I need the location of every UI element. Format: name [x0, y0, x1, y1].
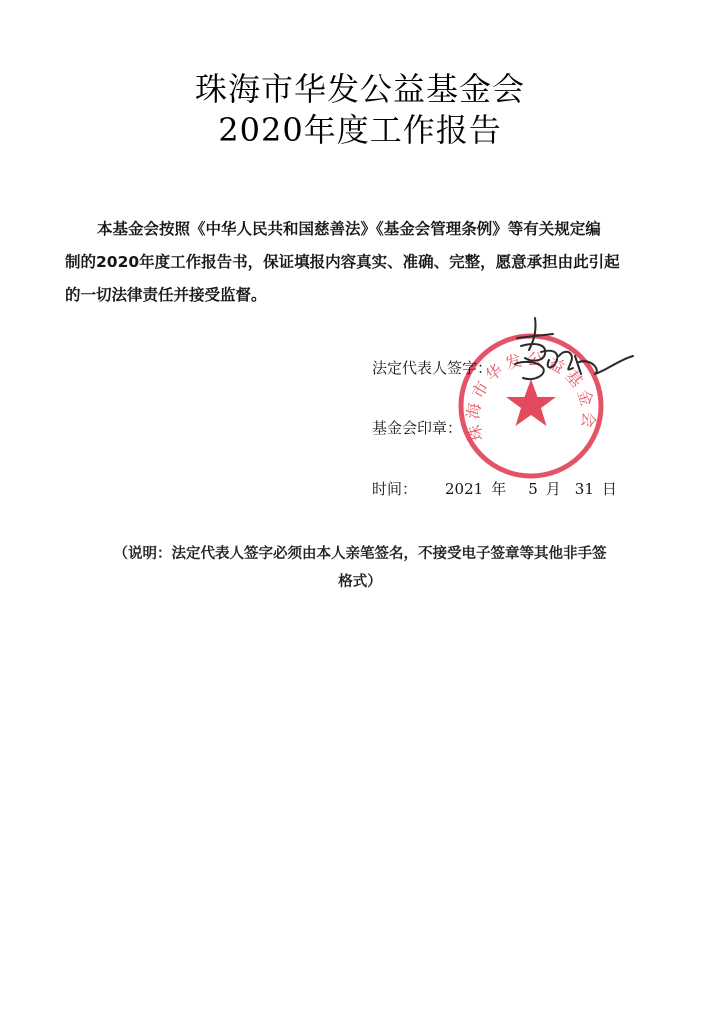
foundation-seal-row [372, 417, 462, 438]
declaration-line: 本基金会按照《中华人民共和国慈善法》《基金会管理条例》等有关规定编 [97, 220, 601, 238]
date-month: 5 [528, 480, 538, 498]
legal-representative-label: 法定代表人签字： [372, 359, 493, 377]
legal-representative-signature-row [372, 357, 492, 378]
declaration-paragraph [65, 213, 655, 312]
date-year: 2021 [445, 480, 484, 498]
foundation-seal-label: 基金会印章： [372, 419, 463, 437]
handwritten-signature [495, 312, 640, 390]
declaration-line: 的一切法律责任并接受监督。 [65, 286, 267, 304]
date-day-unit: 日 [601, 480, 617, 498]
note-line: 格式） [338, 574, 382, 590]
document-title: 珠海市华发公益基金会 [194, 70, 525, 108]
date-row [372, 478, 629, 499]
note-line: （说明：法定代表人签字必须由本人亲笔签名，不接受电子签章等其他非手签 [113, 546, 607, 562]
date-year-unit: 年 [491, 480, 507, 498]
date-label: 时间： [372, 480, 418, 498]
date-day: 31 [574, 480, 594, 498]
date-month-unit: 月 [545, 480, 561, 498]
seal-text: 珠海市华发公益基金会 [463, 349, 599, 444]
signature-note [60, 540, 660, 596]
document-subtitle: 2020年度工作报告 [218, 111, 502, 149]
declaration-line: 制的2020年度工作报告书，保证填报内容真实、准确、完整，愿意承担由此引起 [65, 253, 620, 271]
